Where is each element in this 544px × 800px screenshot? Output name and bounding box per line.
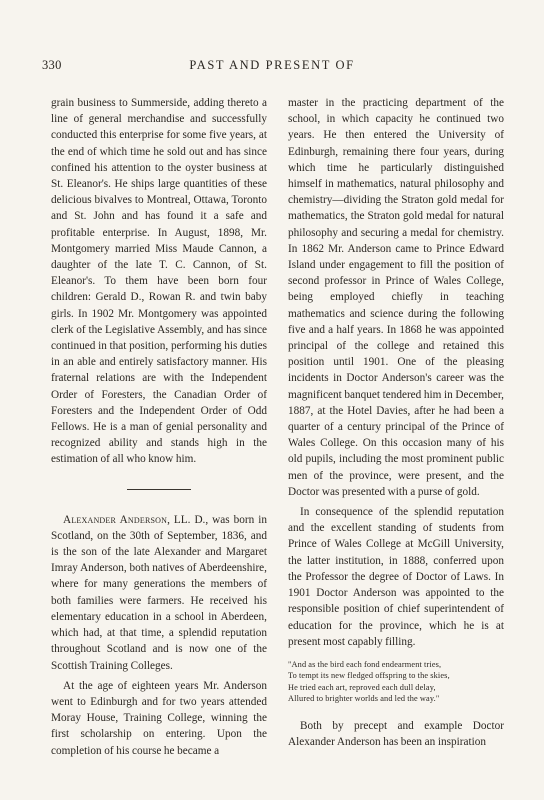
left-column	[51, 95, 267, 759]
career-paragraph: master in the practicing department of the school, in which capacity he continued two years. He then entered the University of Edinburgh, remaining there four years, during which time he particularly distinguished himself in mathematics, natural philosophy and chemistry—dividing the Straton gold medal for mathematics, the Straton gold medal for natural philosophy and securing a medal for chemistry. In 1862 Mr. Anderson came to Prince Edward Island under engagement to fill the position of second professor in Prince of Wales College, being employed chiefly in teaching mathematics and science during the following five and a half years. In 1868 he was appointed principal of the college and retained this position until 1901. One of the pleasing incidents in Doctor Anderson's career was the magnificent banquet tendered him in December, 1887, at the Hotel Davies, after he had been a quarter of a century principal of the Prince of Wales College. On this occasion many of his old pupils, including the most prominent public men of the province, were present, and the Doctor was presented with a purse of gold.	[288, 97, 504, 498]
anderson-intro-text: , LL. D., was born in Scotland, on the 30th of September, 1836, and is the son of the late Alexander and Margaret Imray Anderson, both natives of Aberdeenshire, where for many generations the members of both families were farmers. He received his elementary education in a school in Aberdeen, which had, at that time, a splendid reputation throughout Scotland and is now one of the Scottish Training Colleges.	[51, 513, 267, 672]
montgomery-paragraph: grain business to Summerside, adding thereto a line of general merchandise and successfully conducted this enterprise for some five years, at the end of which time he sold out and has since confined his attention to the oyster business at St. Eleanor's. He ships large quantities of these delicious bivalves to Montreal, Ottawa, Toronto and St. John and has found it a safe and profitable enterprise. In August, 1898, Mr. Montgomery married Miss Maude Cannon, a daughter of the late T. C. Cannon, of St. Eleanor's. To them have been born four children: Gerald D., Rowan R. and twin baby girls. In 1902 Mr. Montgomery was appointed clerk of the Legislative Assembly, and has since continued in that position, performing his duties in an able and entirely satisfactory manner. His fraternal relations are with the Independent Order of Foresters, the Canadian Order of Foresters and the Independent Order of Odd Fellows. He is a man of genial personality and recognized ability and stands high in the estimation of all who know him.	[51, 97, 267, 466]
section-divider	[127, 489, 191, 490]
poem-line: Allured to brighter worlds and led the way."	[288, 694, 440, 704]
running-title: PAST AND PRESENT OF	[189, 58, 355, 72]
poem-quote	[288, 659, 504, 705]
anderson-training-paragraph: At the age of eighteen years Mr. Anderson went to Edinburgh and for two years attended Moray House, Training College, winning the first scholarship on entering. Upon the completion of his course he became a	[51, 679, 267, 757]
anderson-name: Alexander Anderson	[63, 513, 168, 526]
poem-line: He tried each art, reproved each dull delay,	[288, 682, 436, 692]
anderson-intro-paragraph	[51, 512, 267, 674]
right-column	[288, 95, 504, 750]
poem-line: To tempt its new fledged offspring to the skies,	[288, 671, 450, 681]
page-header	[0, 58, 544, 74]
page-number: 330	[42, 58, 62, 72]
poem-line: "And as the bird each fond endearment tries,	[288, 659, 442, 669]
reputation-paragraph: In consequence of the splendid reputation and the excellent standing of students from Prince of Wales College at McGill University, the latter institution, in 1888, conferred upon the Professor the degree of Doctor of Laws. In 1901 Doctor Anderson was appointed to the responsible position of chief superintendent of education for the province, which he is at present most capably filling.	[288, 506, 504, 648]
closing-paragraph: Both by precept and example Doctor Alexander Anderson has been an inspiration	[288, 719, 504, 748]
